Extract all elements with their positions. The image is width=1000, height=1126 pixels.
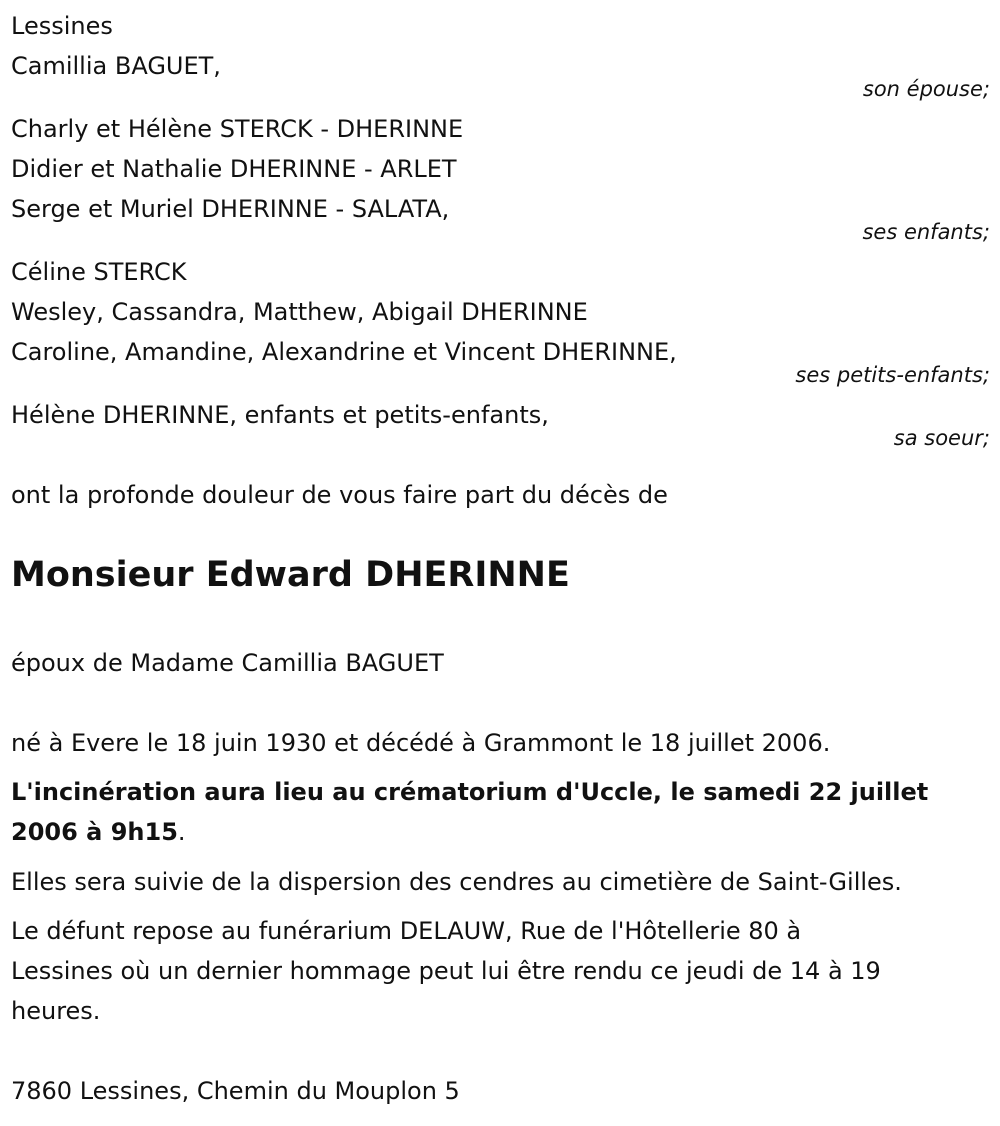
viewing-line: heures. <box>11 997 101 1025</box>
child-line: Didier et Nathalie DHERINNE - ARLET <box>11 155 457 183</box>
children-role: ses enfants; <box>862 220 990 244</box>
grandchild-line: Caroline, Amandine, Alexandrine et Vincent DHERINNE, <box>11 338 677 366</box>
viewing-line: Le défunt repose au funérarium DELAUW, Rue de l'Hôtellerie 80 à <box>11 917 802 945</box>
dispersion-line: Elles sera suivie de la dispersion des cendres au cimetière de Saint-Gilles. <box>11 868 902 896</box>
grandchildren-role: ses petits-enfants; <box>795 363 990 387</box>
ceremony-date: 2006 à 9h15 <box>11 818 178 846</box>
deceased-name: Monsieur Edward DHERINNE <box>11 555 570 595</box>
viewing-line: Lessines où un dernier hommage peut lui être rendu ce jeudi de 14 à 19 <box>11 957 881 985</box>
sister-role: sa soeur; <box>893 426 990 450</box>
town-line: Lessines <box>11 12 113 40</box>
grandchild-line: Céline STERCK <box>11 258 187 286</box>
spouse-role: son épouse; <box>862 77 990 101</box>
grandchild-line: Wesley, Cassandra, Matthew, Abigail DHERINNE <box>11 298 588 326</box>
child-line: Charly et Hélène STERCK - DHERINNE <box>11 115 464 143</box>
ceremony-line-2 <box>11 817 186 847</box>
ceremony-period: . <box>177 818 186 846</box>
birth-death-line: né à Evere le 18 juin 1930 et décédé à Grammont le 18 juillet 2006. <box>11 729 831 757</box>
ceremony-line: L'incinération aura lieu au crématorium d'Uccle, le samedi 22 juillet <box>11 778 929 806</box>
spouse-name: Camillia BAGUET, <box>11 52 221 80</box>
child-line: Serge et Muriel DHERINNE - SALATA, <box>11 195 450 223</box>
announcement-text: ont la profonde douleur de vous faire part du décès de <box>11 481 668 509</box>
sister-line: Hélène DHERINNE, enfants et petits-enfants, <box>11 401 549 429</box>
spouse-of-line: époux de Madame Camillia BAGUET <box>11 649 444 677</box>
address-line: 7860 Lessines, Chemin du Mouplon 5 <box>11 1077 460 1105</box>
